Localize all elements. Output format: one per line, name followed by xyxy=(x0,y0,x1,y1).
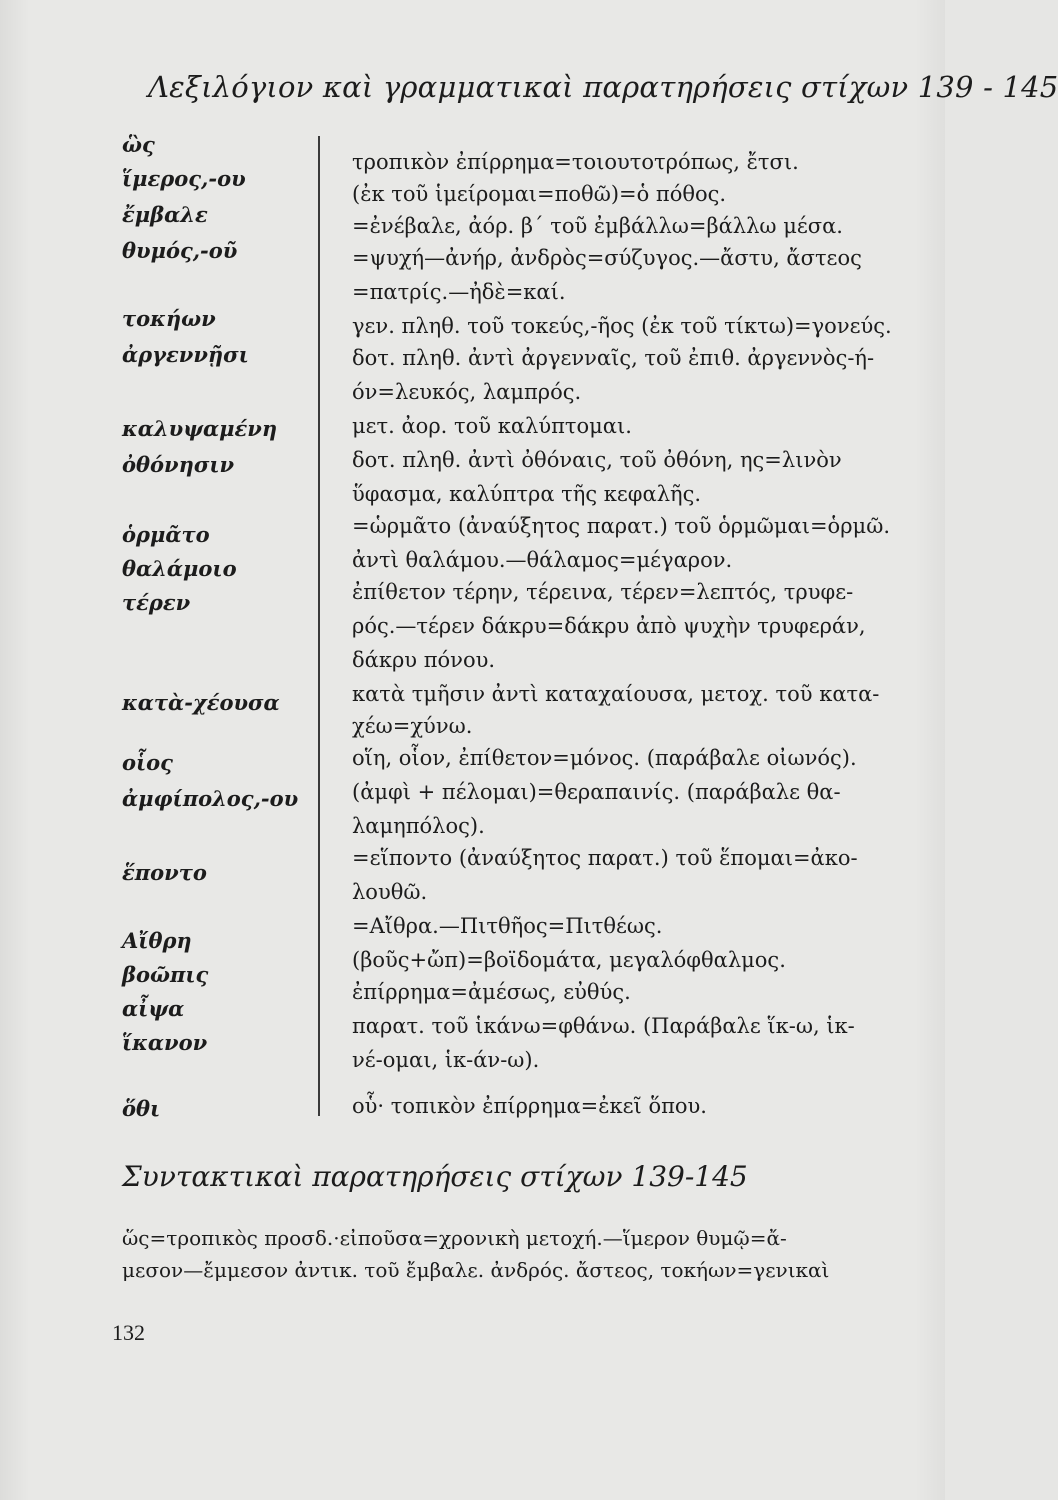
gloss-line: =ἐνέβαλε, ἀόρ. β΄ τοῦ ἐμβάλλω=βάλλω μέσα. xyxy=(352,214,843,238)
syntax-line: μεσον—ἔμμεσον ἀντικ. τοῦ ἔμβαλε. ἀνδρός. ἄστεος, τοκήων=γενικαὶ xyxy=(122,1258,830,1282)
gloss-line: οὗ· τοπικὸν ἐπίρρημα=ἐκεῖ ὅπου. xyxy=(352,1094,707,1118)
gloss-line: όν=λευκός, λαμπρός. xyxy=(352,380,582,404)
gloss-line: δοτ. πληθ. ἀντὶ ὀθόναις, τοῦ ὀθόνη, ης=λινὸν xyxy=(352,448,842,472)
column-divider xyxy=(318,136,320,1116)
headword: ἵμερος,-ου xyxy=(122,166,246,191)
headword: ὀθόνησιν xyxy=(122,452,235,477)
gloss-line: =Αἴθρα.—Πιτθῆος=Πιτθέως. xyxy=(352,914,663,938)
headword: ὁρμᾶτο xyxy=(122,522,210,547)
headword: θυμός,-οῦ xyxy=(122,238,238,263)
gloss-line: (ἀμφὶ + πέλομαι)=θεραπαινίς. (παράβαλε θα- xyxy=(352,780,841,804)
page-title: Λεξιλόγιον καὶ γραμματικαὶ παρατηρήσεις στίχων 139 - 145 xyxy=(148,70,1058,104)
headword: τοκήων xyxy=(122,306,216,331)
gloss-line: (βοῦς+ὤπ)=βοϊδομάτα, μεγαλόφθαλμος. xyxy=(352,948,786,972)
headword: ἔμβαλε xyxy=(122,202,208,227)
gloss-line: =εἵποντο (ἀναύξητος παρατ.) τοῦ ἕπομαι=ἀκο- xyxy=(352,846,858,870)
headword: θαλάμοιο xyxy=(122,556,237,581)
headword: οἷος xyxy=(122,750,173,775)
headword: ὣς xyxy=(122,132,155,157)
page-number: 132 xyxy=(112,1320,145,1345)
gloss-line: ἐπίρρημα=ἀμέσως, εὐθύς. xyxy=(352,980,631,1004)
gloss-line: νέ-ομαι, ἱκ-άν-ω). xyxy=(352,1048,540,1072)
headword: ἀργεννῇσι xyxy=(122,342,249,367)
gloss-line: λουθῶ. xyxy=(352,880,428,904)
headword: ὅθι xyxy=(122,1096,161,1121)
gloss-line: λαμηπόλος). xyxy=(352,814,485,838)
gloss-line: ρός.—τέρεν δάκρυ=δάκρυ ἀπὸ ψυχὴν τρυφεράν, xyxy=(352,614,866,638)
headword: βοῶπις xyxy=(122,962,209,987)
gloss-line: δάκρυ πόνου. xyxy=(352,648,496,672)
gloss-line: δοτ. πληθ. ἀντὶ ἀργενναῖς, τοῦ ἐπιθ. ἀργεννὸς-ή- xyxy=(352,346,875,370)
gloss-line: μετ. ἀορ. τοῦ καλύπτομαι. xyxy=(352,414,632,438)
gloss-line: τροπικὸν ἐπίρρημα=τοιουτοτρόπως, ἔτσι. xyxy=(352,150,799,174)
section-title: Συντακτικαὶ παρατηρήσεις στίχων 139-145 xyxy=(122,1160,748,1193)
headword: τέρεν xyxy=(122,590,191,615)
headword: κατὰ-χέουσα xyxy=(122,690,280,715)
headword: ἕποντο xyxy=(122,860,207,885)
gloss-line: γεν. πληθ. τοῦ τοκεύς,-ῆος (ἐκ τοῦ τίκτω)=γονεύς. xyxy=(352,314,892,338)
gloss-line: παρατ. τοῦ ἱκάνω=φθάνω. (Παράβαλε ἵκ-ω, ἱκ- xyxy=(352,1014,855,1038)
gloss-line: ὕφασμα, καλύπτρα τῆς κεφαλῆς. xyxy=(352,482,702,506)
gloss-line: =ψυχή—ἀνήρ, ἀνδρὸς=σύζυγος.—ἄστυ, ἄστεος xyxy=(352,246,862,270)
gloss-line: =ὡρμᾶτο (ἀναύξητος παρατ.) τοῦ ὁρμῶμαι=ὁρμῶ. xyxy=(352,514,890,538)
headword: Αἴθρη xyxy=(122,928,192,953)
gloss-line: =πατρίς.—ἠδὲ=καί. xyxy=(352,280,566,304)
gloss-line: ἐπίθετον τέρην, τέρεινα, τέρεν=λεπτός, τρυφε- xyxy=(352,580,854,604)
gloss-line: οἵη, οἷον, ἐπίθετον=μόνος. (παράβαλε οἰωνός). xyxy=(352,746,857,770)
headword: ἵκανον xyxy=(122,1030,208,1055)
headword: καλυψαμένη xyxy=(122,416,278,441)
headword: αἶψα xyxy=(122,996,185,1021)
gloss-line: (ἐκ τοῦ ἱμείρομαι=ποθῶ)=ὁ πόθος. xyxy=(352,182,727,206)
syntax-line: ὥς=τροπικὸς προσδ.·εἰποῦσα=χρονικὴ μετοχή.—ἵμερον θυμῷ=ἄ- xyxy=(122,1226,787,1250)
gloss-line: χέω=χύνω. xyxy=(352,714,473,738)
gloss-line: ἀντὶ θαλάμου.—θάλαμος=μέγαρον. xyxy=(352,548,733,572)
headword: ἀμφίπολος,-ου xyxy=(122,786,299,811)
gloss-line: κατὰ τμῆσιν ἀντὶ καταχαίουσα, μετοχ. τοῦ κατα- xyxy=(352,682,880,706)
